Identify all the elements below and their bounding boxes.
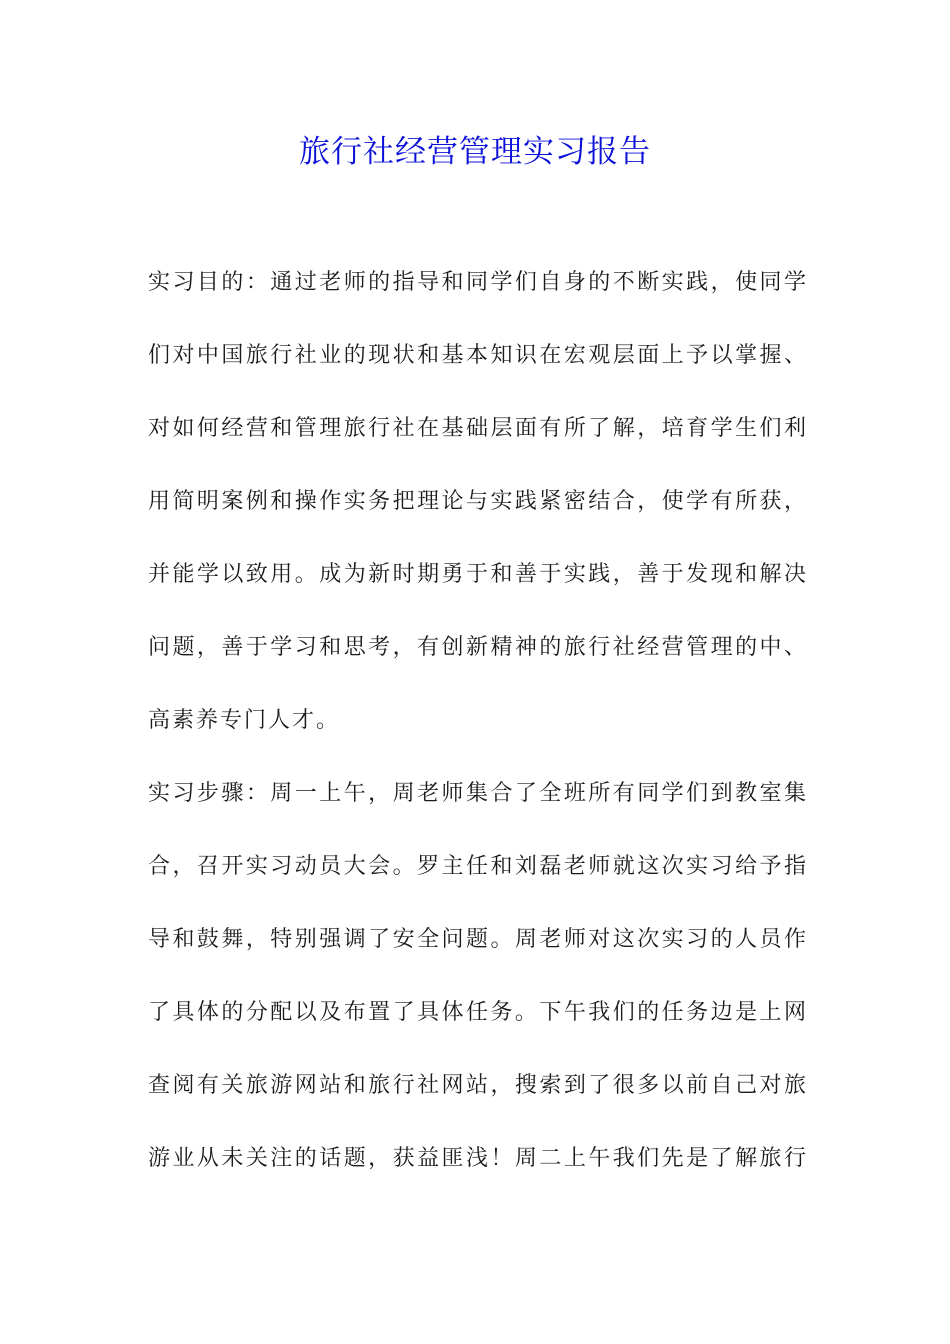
text-line: 导和鼓舞，特别强调了安全问题。周老师对这次实习的人员作 [148, 927, 808, 952]
text-line: 高素养专门人才。 [148, 708, 341, 733]
text-line: 查阅有关旅游网站和旅行社网站，搜索到了很多以前自己对旅 [148, 1073, 808, 1098]
text-line: 游业从未关注的话题，获益匪浅！周二上午我们先是了解旅行 [148, 1146, 808, 1171]
text-line: 合，召开实习动员大会。罗主任和刘磊老师就这次实习给予指 [148, 854, 808, 879]
text-line: 问题，善于学习和思考，有创新精神的旅行社经营管理的中、 [148, 635, 808, 660]
text-line: 并能学以致用。成为新时期勇于和善于实践，善于发现和解决 [148, 562, 808, 587]
text-line: 实习步骤：周一上午，周老师集合了全班所有同学们到教室集 [148, 781, 808, 806]
text-line: 用简明案例和操作实务把理论与实践紧密结合，使学有所获， [148, 489, 808, 514]
text-line: 了具体的分配以及布置了具体任务。下午我们的任务边是上网 [148, 1000, 808, 1025]
text-line: 们对中国旅行社业的现状和基本知识在宏观层面上予以掌握、 [148, 343, 808, 368]
text-line: 对如何经营和管理旅行社在基础层面有所了解，培育学生们利 [148, 416, 808, 441]
document-title: 旅行社经营管理实习报告 [299, 134, 651, 170]
document-body [148, 260, 808, 1209]
text-line: 实习目的：通过老师的指导和同学们自身的不断实践，使同学 [148, 270, 808, 295]
